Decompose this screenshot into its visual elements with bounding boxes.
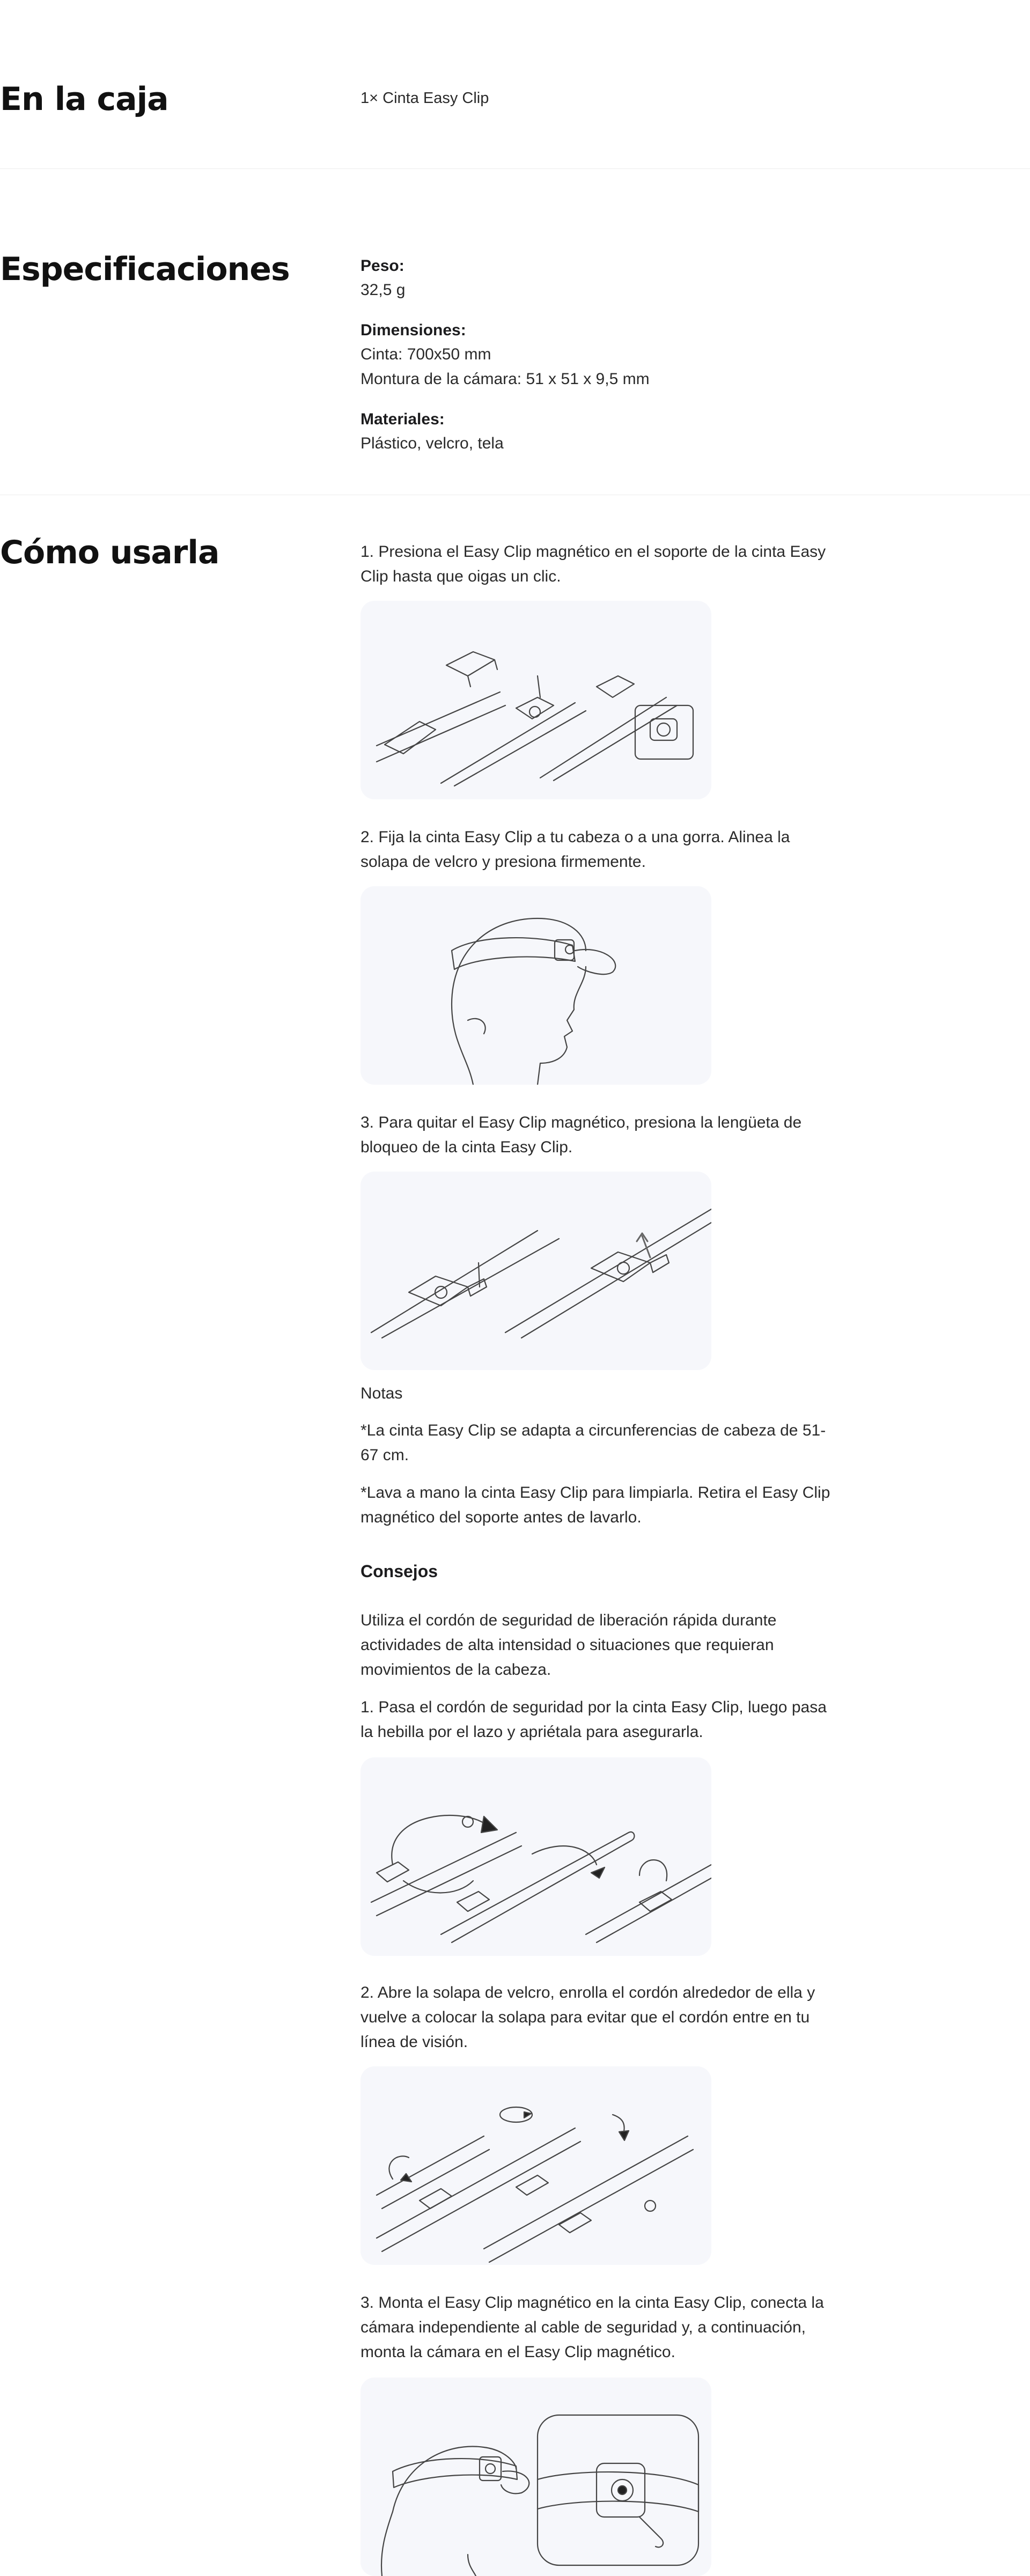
box-content: 1× Cinta Easy Clip: [360, 90, 489, 107]
safety-cord-threading-illustration: [360, 1757, 711, 1956]
spec-dimensions: [360, 319, 833, 392]
spec-label: Dimensiones:: [360, 321, 466, 339]
spec-value: Montura de la cámara: 51 x 51 x 9,5 mm: [360, 370, 650, 388]
usage-section-title: Cómo usarla: [0, 534, 219, 571]
spec-label: Materiales:: [360, 410, 445, 428]
divider: [0, 168, 1030, 169]
release-tab-illustration: [360, 1172, 711, 1370]
cord-wrap-velcro-illustration: [360, 2066, 711, 2265]
spec-value: 32,5 g: [360, 281, 406, 299]
spec-materials: [360, 408, 833, 456]
tips-title: Consejos: [360, 1562, 438, 1581]
tips-step-1: 1. Pasa el cordón de seguridad por la cinta Easy Clip, luego pasa la hebilla por el lazo y apriétala para asegurarla.: [360, 1698, 827, 1741]
spec-weight: [360, 254, 833, 303]
spec-value: Plástico, velcro, tela: [360, 435, 504, 452]
tips-step-3: 3. Monta el Easy Clip magnético en la cinta Easy Clip, conecta la cámara independiente al cable de seguridad y, a continuación, monta la cámara en el Easy Clip magnético.: [360, 2294, 824, 2361]
note-item: *La cinta Easy Clip se adapta a circunferencias de cabeza de 51-67 cm.: [360, 1422, 826, 1464]
box-section-title: En la caja: [0, 80, 168, 118]
head-strap-wearing-illustration: [360, 886, 711, 1085]
usage-step-1: 1. Presiona el Easy Clip magnético en el soporte de la cinta Easy Clip hasta que oigas un clic.: [360, 543, 826, 585]
tips-intro: Utiliza el cordón de seguridad de liberación rápida durante actividades de alta intensidad o situaciones que requieran movimientos de la cabeza.: [360, 1611, 777, 1679]
notes-title: Notas: [360, 1385, 403, 1402]
tips-step-2: 2. Abre la solapa de velcro, enrolla el cordón alrededor de ella y vuelve a colocar la solapa para evitar que el cordón entre en tu línea de visión.: [360, 1984, 815, 2051]
spec-label: Peso:: [360, 257, 404, 275]
specs-section-title: Especificaciones: [0, 251, 290, 288]
note-item: *Lava a mano la cinta Easy Clip para limpiarla. Retira el Easy Clip magnético del soporte antes de lavarlo.: [360, 1484, 830, 1526]
usage-step-2: 2. Fija la cinta Easy Clip a tu cabeza o a una gorra. Alinea la solapa de velcro y presiona firmemente.: [360, 828, 790, 871]
specs-list: [360, 254, 833, 472]
camera-mounted-head-illustration: [360, 2378, 711, 2576]
strap-mount-click-illustration: [360, 601, 711, 799]
usage-step-3: 3. Para quitar el Easy Clip magnético, presiona la lengüeta de bloqueo de la cinta Easy Clip.: [360, 1114, 802, 1156]
spec-value: Cinta: 700x50 mm: [360, 345, 491, 363]
